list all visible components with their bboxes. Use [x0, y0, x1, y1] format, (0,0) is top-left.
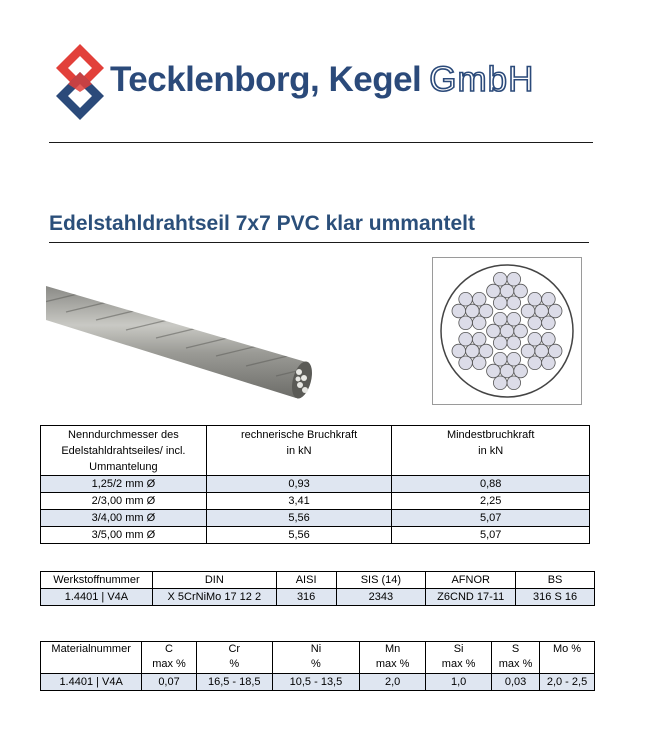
wire-circle — [514, 324, 528, 338]
table-cell: 16,5 - 18,5 — [196, 674, 272, 691]
header-cell: DIN — [152, 572, 276, 589]
wire-circle — [521, 344, 535, 358]
wire-circle — [507, 376, 521, 390]
header-cell: Mo % — [540, 642, 595, 674]
header-cell: Cr % — [196, 642, 272, 674]
table-row — [41, 476, 590, 493]
table-cell: 5,07 — [392, 527, 590, 544]
header-cell: AFNOR — [426, 572, 516, 589]
7x7-cross-section-diagram — [432, 257, 582, 405]
wire-circle — [514, 364, 528, 378]
table-cell: 1.4401 | V4A — [41, 589, 153, 606]
wire-circle — [542, 332, 556, 346]
header-cell: SIS (14) — [336, 572, 426, 589]
wire-circle — [507, 352, 521, 366]
wire-circle — [514, 284, 528, 298]
header-cell: S max % — [492, 642, 540, 674]
header-divider — [49, 142, 593, 143]
wire-circle — [452, 344, 466, 358]
table-header-row — [41, 642, 595, 674]
wire-circle — [493, 272, 507, 286]
wire-circle — [528, 332, 542, 346]
wire-circle — [479, 344, 493, 358]
wire-circle — [528, 292, 542, 306]
strength-table — [40, 425, 590, 544]
table-header-row — [41, 572, 595, 589]
table-header-row — [41, 426, 590, 476]
table-cell: 316 S 16 — [516, 589, 595, 606]
table-cell: 1.4401 | V4A — [41, 674, 142, 691]
wire-circle — [507, 296, 521, 310]
wire-circle — [493, 376, 507, 390]
table-cell: 5,56 — [206, 510, 392, 527]
table-row — [41, 510, 590, 527]
wire-circle — [507, 312, 521, 326]
wire-circle — [466, 304, 480, 318]
wire-circle — [493, 312, 507, 326]
wire-circle — [487, 284, 501, 298]
table-cell: 5,56 — [206, 527, 392, 544]
table-cell: 3,41 — [206, 493, 392, 510]
brand-suffix: GmbH — [429, 60, 535, 99]
header-cell: Nenndurchmesser des Edelstahldrahtseiles/ incl. Ummantelung — [41, 426, 207, 476]
header-cell: Werkstoffnummer — [41, 572, 153, 589]
table-row — [41, 527, 590, 544]
wire-circle — [493, 336, 507, 350]
table-cell: 2,25 — [392, 493, 590, 510]
wire-circle — [472, 356, 486, 370]
table-cell: 0,07 — [142, 674, 197, 691]
wire-circle — [459, 292, 473, 306]
table-cell: 10,5 - 13,5 — [272, 674, 359, 691]
wire-circle — [542, 316, 556, 330]
table-cell: 3/4,00 mm Ø — [41, 510, 207, 527]
wire-circle — [466, 344, 480, 358]
title-underline — [49, 242, 589, 243]
header-cell: Mn max % — [360, 642, 426, 674]
wire-circle — [528, 316, 542, 330]
wire-circle — [487, 364, 501, 378]
wire-circle — [542, 356, 556, 370]
wire-circle — [500, 324, 514, 338]
wire-circle — [500, 364, 514, 378]
table-cell: 0,93 — [206, 476, 392, 493]
header-cell: Si max % — [426, 642, 492, 674]
table-cell: 0,03 — [492, 674, 540, 691]
wire-circle — [507, 336, 521, 350]
wire-circle — [528, 356, 542, 370]
table-cell: 2343 — [336, 589, 426, 606]
composition-table — [40, 641, 595, 691]
wire-circle — [500, 284, 514, 298]
header-cell: Mindestbruchkraft in kN — [392, 426, 590, 476]
table-cell: 0,88 — [392, 476, 590, 493]
header-cell: BS — [516, 572, 595, 589]
wire-circle — [459, 356, 473, 370]
wire-circle — [548, 344, 562, 358]
wire-circle — [535, 304, 549, 318]
wire-circle — [535, 344, 549, 358]
wire-circle — [459, 332, 473, 346]
header-cell: Materialnummer — [41, 642, 142, 674]
wire-circle — [493, 352, 507, 366]
header-cell: rechnerische Bruchkraft in kN — [206, 426, 392, 476]
wire-circle — [507, 272, 521, 286]
wire-circle — [472, 332, 486, 346]
table-cell: 2,0 — [360, 674, 426, 691]
wire-rope-photo — [46, 286, 362, 410]
table-cell: 1,0 — [426, 674, 492, 691]
wire-circle — [487, 324, 501, 338]
wire-circle — [548, 304, 562, 318]
wire-circle — [542, 292, 556, 306]
company-name — [110, 60, 534, 100]
table-cell: 1,25/2 mm Ø — [41, 476, 207, 493]
header-cell: Ni % — [272, 642, 359, 674]
material-standards-table — [40, 571, 595, 606]
table-row — [41, 674, 595, 691]
wire-circle — [452, 304, 466, 318]
header-cell: C max % — [142, 642, 197, 674]
wire-circle — [472, 292, 486, 306]
wire-circle — [472, 316, 486, 330]
table-cell: 316 — [276, 589, 336, 606]
header-cell: AISI — [276, 572, 336, 589]
table-cell: 2,0 - 2,5 — [540, 674, 595, 691]
table-row — [41, 589, 595, 606]
wire-circle — [493, 296, 507, 310]
table-cell: X 5CrNiMo 17 12 2 — [152, 589, 276, 606]
diamond-logo-icon — [48, 42, 112, 122]
brand-name: Tecklenborg, Kegel — [110, 60, 422, 99]
wire-circle — [479, 304, 493, 318]
table-cell: 3/5,00 mm Ø — [41, 527, 207, 544]
wire-circle — [459, 316, 473, 330]
table-cell: Z6CND 17-11 — [426, 589, 516, 606]
table-row — [41, 493, 590, 510]
product-title: Edelstahldrahtseil 7x7 PVC klar ummantelt — [49, 212, 475, 235]
table-cell: 2/3,00 mm Ø — [41, 493, 207, 510]
wire-circle — [521, 304, 535, 318]
table-cell: 5,07 — [392, 510, 590, 527]
